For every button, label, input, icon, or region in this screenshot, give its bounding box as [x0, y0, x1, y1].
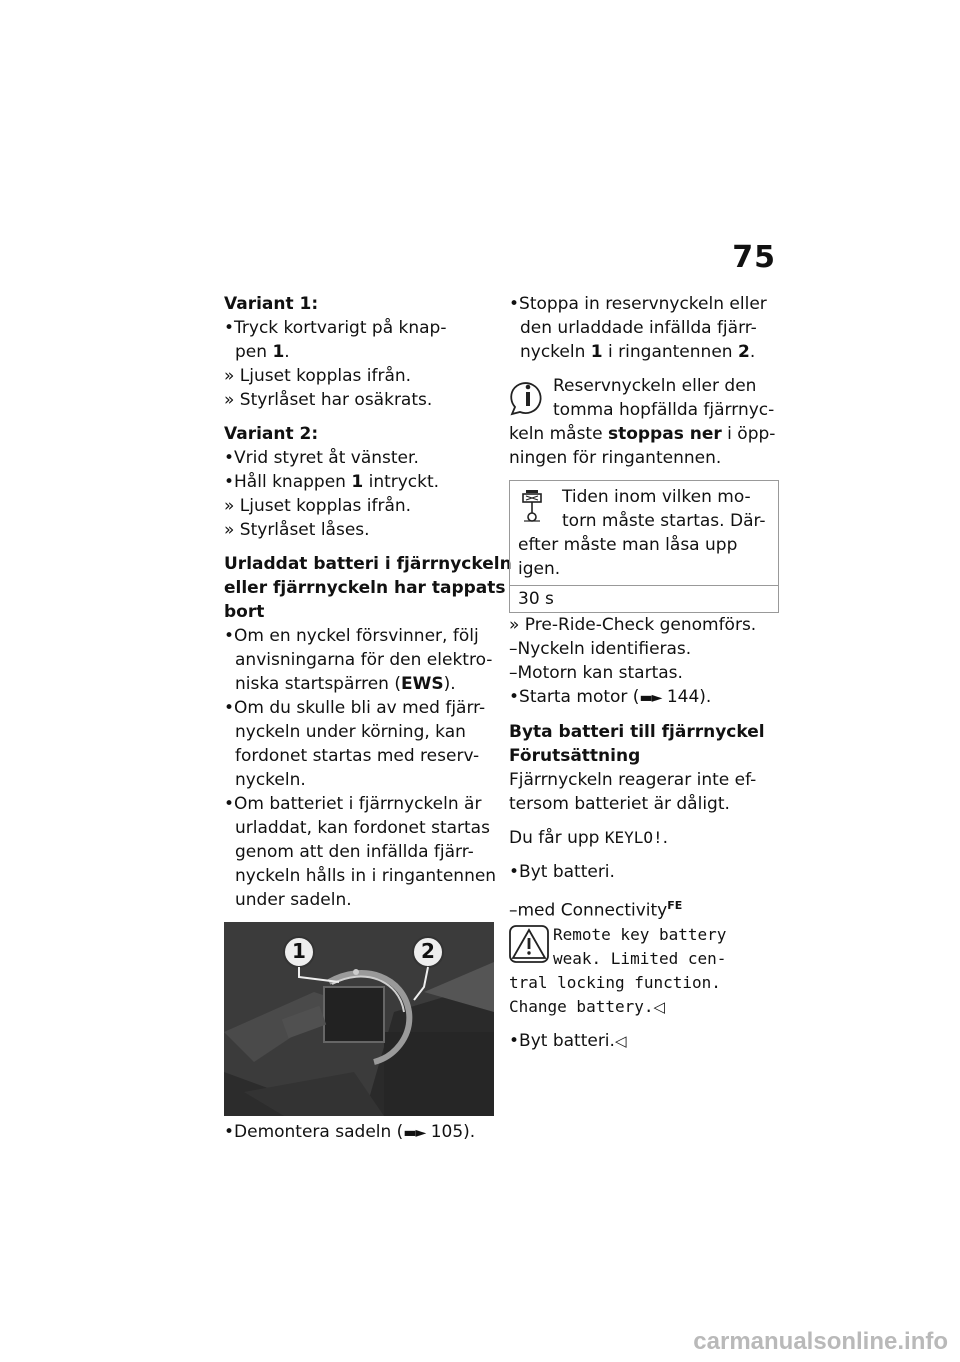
ring-antenna-illustration — [224, 922, 494, 1116]
result-key-identified: –Nyckeln identifieras. — [509, 639, 692, 659]
connectivity-line — [509, 894, 779, 923]
v2-result-2: » Styrlåset låses. — [224, 520, 370, 540]
info-line: Reservnyckeln eller den — [553, 376, 757, 396]
warning-message — [509, 923, 779, 1019]
info-line — [509, 422, 779, 446]
info-note — [509, 374, 779, 470]
timer-line: torn måste startas. Där- — [562, 511, 766, 531]
photo-label-2: 2 — [421, 939, 435, 963]
variant1-heading: Variant 1: — [224, 294, 319, 314]
v2-button-number: 1 — [351, 472, 364, 492]
replace-battery-bullet: •Byt batteri. — [509, 862, 615, 882]
timer-line: efter måste man låsa upp — [518, 535, 738, 555]
bullet-2-cont: fordonet startas med reserv- — [235, 746, 480, 766]
v2-bullet-1: •Vrid styret åt vänster. — [224, 448, 419, 468]
timer-line: igen. — [518, 559, 561, 579]
bullet-1-cont — [224, 672, 494, 696]
timer-box — [509, 480, 779, 613]
bullet-3: •Om batteriet i fjärrnyckeln är — [224, 794, 482, 814]
v1-result-1: » Ljuset kopplas ifrån. — [224, 366, 412, 386]
section-heading — [224, 552, 512, 624]
prerequisite-text: tersom batteriet är dåligt. — [509, 794, 730, 814]
keylo-code: KEYLO! — [604, 828, 663, 847]
v1-bullet-text: pen — [235, 342, 268, 362]
ews-label: EWS — [400, 674, 444, 694]
bullet-3-cont: genom att den infällda fjärr- — [235, 842, 474, 862]
v1-button-number: 1 — [272, 342, 285, 362]
left-column — [224, 292, 512, 1145]
timer-value: 30 s — [510, 585, 778, 612]
page-number: 75 — [732, 240, 776, 275]
display-message-line — [509, 826, 779, 850]
bullet-3-cont: urladdat, kan fordonet startas — [235, 818, 490, 838]
variant2-heading: Variant 2: — [224, 424, 319, 444]
v1-bullet-cont: pen 1. — [235, 342, 290, 362]
demount-text: •Demontera sadeln ( — [224, 1122, 404, 1142]
warning-line — [509, 995, 779, 1019]
watermark: carmanualsonline.info — [693, 1328, 948, 1355]
insert-key-text-2: i ringantennen — [608, 342, 733, 362]
section-heading-line: eller fjärrnyckeln har tappats — [224, 578, 506, 598]
bullet-1-end: ). — [443, 674, 456, 694]
bullet-3-cont: nyckeln hålls in i ringantennen — [235, 866, 497, 886]
warning-line: tral locking function. — [509, 972, 721, 992]
section-heading-line: Urladdat batteri i fjärrnyckeln — [224, 554, 512, 574]
insert-key-cont: den urladdade infällda fjärr- — [520, 318, 757, 338]
end-marker-icon: ◁ — [653, 997, 666, 1016]
reference-arrow-icon: ▬► — [639, 690, 662, 706]
bullet-2-cont: nyckeln under körning, kan — [235, 722, 466, 742]
info-line: tomma hopfällda fjärrnyc- — [553, 400, 775, 420]
v1-bullet: •Tryck kortvarigt på knap- — [224, 318, 447, 338]
result-engine-start: –Motorn kan startas. — [509, 663, 683, 683]
right-column — [509, 292, 779, 1053]
v1-result-2: » Styrlåset har osäkrats. — [224, 390, 433, 410]
bullet-1-cont: anvisningarna för den elektro- — [235, 650, 493, 670]
replace-battery-text: •Byt batteri. — [509, 1030, 615, 1051]
display-message-text: Du får upp — [509, 828, 600, 848]
bullet-3-cont: under sadeln. — [235, 890, 352, 910]
bullet-2-cont: nyckeln. — [235, 770, 306, 790]
v2-bullet-2-end: intryckt. — [368, 472, 440, 492]
v2-bullet-2-text: •Håll knappen — [224, 472, 346, 492]
info-emphasis: stoppas ner — [607, 424, 722, 444]
info-text-end: i öpp- — [727, 424, 776, 444]
insert-key-cont — [509, 340, 779, 364]
prerequisite-heading: Förutsättning — [509, 746, 641, 766]
key-number: 1 — [590, 342, 603, 362]
connectivity-superscript: FE — [667, 899, 683, 912]
ring-antenna-photo — [224, 922, 494, 1116]
display-message-end: . — [662, 828, 669, 848]
insert-key-end: . — [749, 342, 756, 362]
prerequisite-text: Fjärrnyckeln reagerar inte ef- — [509, 770, 757, 790]
info-line: ningen för ringantennen. — [509, 448, 722, 468]
warning-line: Remote key battery — [553, 924, 727, 944]
bullet-1: •Om en nyckel försvinner, följ — [224, 626, 479, 646]
v2-result-1: » Ljuset kopplas ifrån. — [224, 496, 412, 516]
start-engine-bullet — [509, 685, 779, 710]
demount-page: 105). — [425, 1122, 476, 1142]
result-pre-ride-check: » Pre-Ride-Check genomförs. — [509, 615, 757, 635]
timer-box-text — [510, 481, 778, 585]
info-text: keln måste — [509, 424, 603, 444]
timer-line: Tiden inom vilken mo- — [562, 487, 751, 507]
end-marker-icon: ◁ — [614, 1031, 627, 1050]
info-icon — [509, 376, 547, 423]
reference-arrow-icon: ▬► — [403, 1125, 426, 1141]
warning-text: Change battery. — [509, 996, 654, 1016]
insert-key-text: nyckeln — [520, 342, 586, 362]
bullet-2: •Om du skulle bli av med fjärr- — [224, 698, 486, 718]
start-engine-page: 144). — [661, 687, 712, 707]
v2-bullet-2 — [224, 470, 494, 494]
demount-instruction — [224, 1120, 494, 1145]
photo-label-1: 1 — [292, 939, 306, 963]
timer-icon — [520, 487, 546, 530]
battery-heading: Byta batteri till fjärrnyckel — [509, 722, 765, 742]
start-engine-text: •Starta motor ( — [509, 687, 640, 707]
replace-battery-bullet-2 — [509, 1029, 779, 1053]
connectivity-text: –med Connectivity — [509, 900, 668, 921]
bullet-1-text: niska startspärren ( — [235, 674, 401, 694]
insert-key-bullet: •Stoppa in reservnyckeln eller — [509, 294, 767, 314]
section-heading-line: bort — [224, 602, 265, 622]
warning-line: weak. Limited cen- — [553, 948, 727, 968]
antenna-number: 2 — [737, 342, 750, 362]
warning-icon — [509, 925, 549, 970]
